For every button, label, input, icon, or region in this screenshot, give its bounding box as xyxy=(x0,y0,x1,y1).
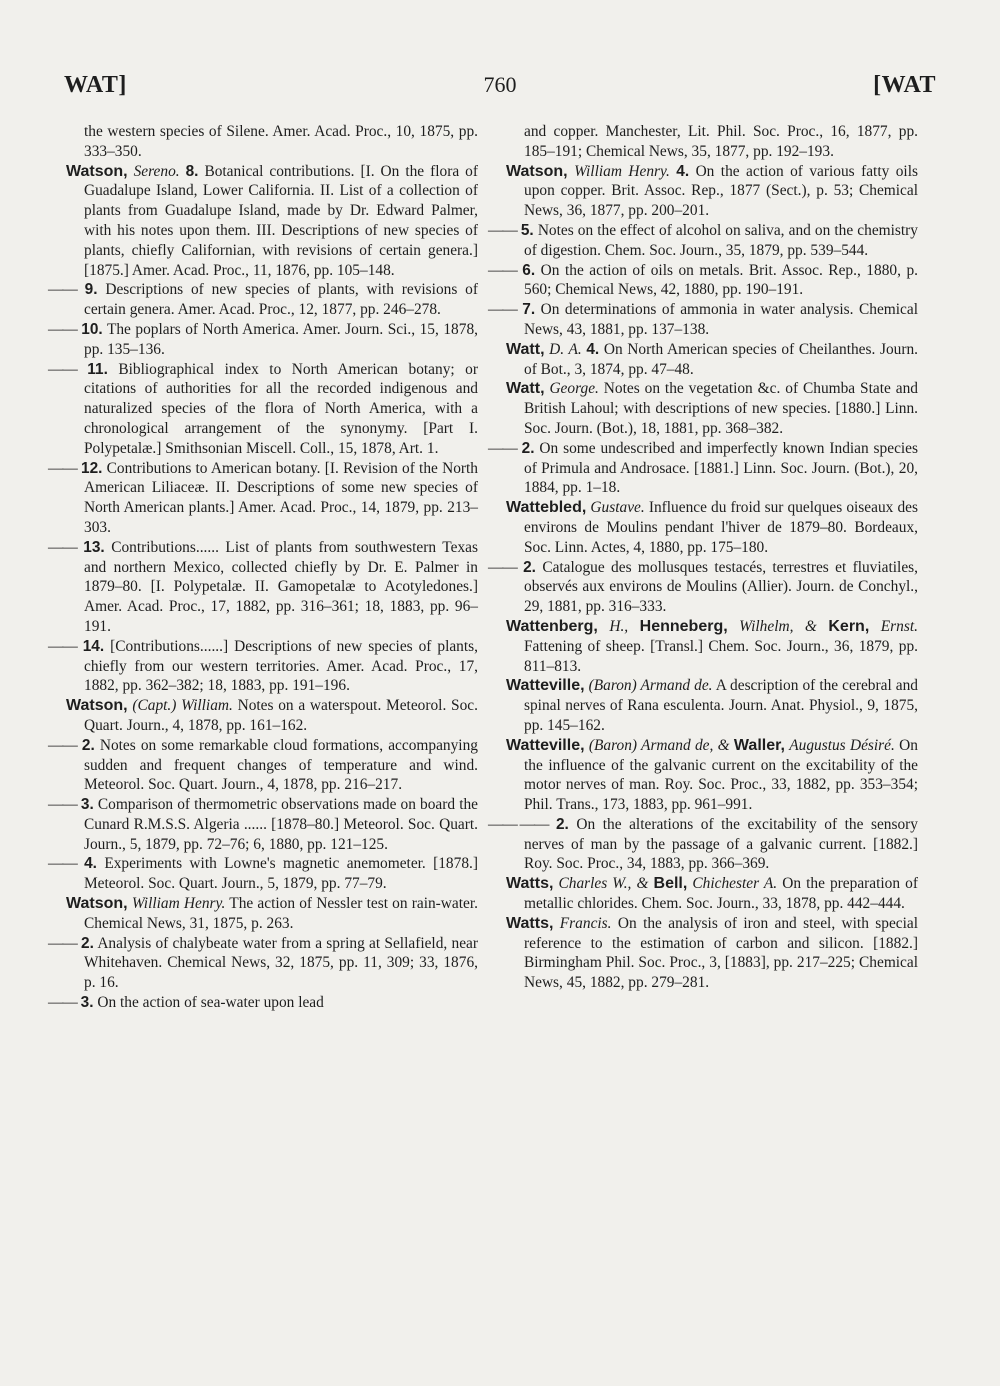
author-given-name: William Henry. xyxy=(131,895,226,913)
bibliography-entry xyxy=(48,934,478,993)
repeat-author-dash: —— xyxy=(488,439,517,457)
author-given-name: Wilhelm, & xyxy=(739,617,817,635)
entry-text: Contributions...... List of plants from southwestern Texas and northern Mexico, collected chiefly by Dr. E. Palmer in 1879–80. [I. Polypetalæ. II. Gamopetalæ to Acotyledones.] Amer. Acad. Proc., 17, 1882, pp. 316–361; 18, 1883, pp. 96–191. xyxy=(84,538,478,635)
repeat-author-dash: —— xyxy=(488,558,517,576)
author-surname: Watts, xyxy=(506,914,554,932)
page-number: 760 xyxy=(483,72,517,97)
entry-text: and copper. Manchester, Lit. Phil. Soc. Proc., 16, 1877, pp. 185–191; Chemical News, 35, 1877, pp. 192–193. xyxy=(524,123,918,160)
bibliography-entry xyxy=(66,894,478,934)
author-given-name: (Baron) Armand de, & xyxy=(588,736,730,754)
entry-text: Influence du froid sur quelques oiseaux des environs de Moulins pendant l'hiver de 1879–80. Bordeaux, Soc. Linn. Actes, 4, 1880, pp. 175–180. xyxy=(524,499,918,556)
entry-text: Notes on some remarkable cloud formations, accompanying sudden and frequent changes of temperature and wind. Meteorol. Soc. Quart. Journ., 4, 1878, pp. 216–217. xyxy=(84,736,478,794)
entry-number: 2. xyxy=(523,558,536,576)
entry-text: Fattening of sheep. [Transl.] Chem. Soc. Journ., 36, 1879, pp. 811–813. xyxy=(524,637,918,675)
entry-text: Contributions to American botany. [I. Revision of the North American Liliaceæ. II. Descriptions of some new species of North American plants.] Amer. Acad. Proc., 14, 1879, pp. 213–303. xyxy=(84,459,478,536)
bibliography-entry xyxy=(48,795,478,854)
author-given-name: Sereno. xyxy=(133,162,180,180)
entry-number: 8. xyxy=(185,162,199,180)
author-surname: Watson, xyxy=(506,162,568,180)
repeat-author-dash: —— xyxy=(488,301,517,319)
entry-text: [Contributions......] Descriptions of new species of plants, chiefly from our western territories. Amer. Acad. Proc., 17, 1882, pp. 362–382; 18, 1883, pp. 191–196. xyxy=(84,637,478,695)
repeat-author-dash: —— xyxy=(48,637,77,655)
repeat-author-dash: —— xyxy=(48,736,77,754)
author-surname: Henneberg, xyxy=(639,617,728,635)
bibliography-entry xyxy=(506,874,918,914)
author-given-name: (Capt.) William. xyxy=(132,697,233,715)
entry-number: 7. xyxy=(522,301,536,319)
entry-text: the western species of Silene. Amer. Acad. Proc., 10, 1875, pp. 333–350. xyxy=(84,123,478,160)
bibliography-entry xyxy=(48,320,478,360)
repeat-author-dash: —— xyxy=(48,855,77,873)
repeat-author-dash: —— xyxy=(48,320,77,338)
entry-text: On the alterations of the excitability of the sensory nerves of man by the passage of a galvanic current. [1882.] Roy. Soc. Proc., 34, 1883, pp. 366–369. xyxy=(524,815,919,873)
entry-text: On the action of oils on metals. Brit. Assoc. Rep., 1880, p. 560; Chemical News, 42, 1880, pp. 190–191. xyxy=(524,261,918,299)
entry-number: 6. xyxy=(522,261,536,279)
left-column xyxy=(48,122,478,1013)
author-surname: Bell, xyxy=(653,875,688,893)
author-surname: Watt, xyxy=(506,340,545,358)
author-given-name: Francis. xyxy=(559,914,612,932)
entry-text: Descriptions of new species of plants, with revisions of certain genera. Amer. Acad. Proc., 12, 1877, pp. 246–278. xyxy=(84,281,478,319)
author-given-name: William Henry. xyxy=(574,162,670,180)
bibliography-entry xyxy=(506,617,918,676)
repeat-author-dash: —— xyxy=(48,281,77,299)
entry-text: On North American species of Cheilanthes. Journ. of Bot., 3, 1874, pp. 47–48. xyxy=(524,340,919,378)
repeat-author-dash: —— xyxy=(48,994,77,1012)
entry-text: Experiments with Lowne's magnetic anemometer. [1878.] Meteorol. Soc. Quart. Journ., 5, 1879, pp. 77–79. xyxy=(84,855,478,893)
bibliography-entry xyxy=(48,736,478,795)
bibliography-entry xyxy=(48,459,478,538)
bibliography-entry xyxy=(48,854,478,894)
entry-text: Notes on the effect of alcohol on saliva, and on the chemistry of digestion. Chem. Soc. Journ., 35, 1879, pp. 539–544. xyxy=(524,221,918,259)
bibliography-entry xyxy=(48,538,478,637)
repeat-author-dash: —— xyxy=(48,934,77,952)
bibliography-entry xyxy=(488,221,918,261)
entry-text: Bibliographical index to North American botany; or citations of authorities for all the recorded indigenous and naturalized species of the flora of North America, with a chronological arrangement of the synonymy. [Part I. Polypetalæ.] Smithsonian Miscell. Coll., 15, 1878, Art. 1. xyxy=(84,360,478,457)
entry-number: 12. xyxy=(81,459,103,477)
entry-text: A description of the cerebral and spinal nerves of Rana esculenta. Journ. Anat. Physiol., 9, 1875, pp. 145–162. xyxy=(524,677,918,734)
author-surname: Waller, xyxy=(733,736,785,754)
entry-number: 3. xyxy=(80,994,94,1012)
author-surname: Wattebled, xyxy=(506,499,587,517)
entry-continuation xyxy=(66,122,478,162)
entry-text: Catalogue des mollusques testacés, terrestres et fluviatiles, observés aux environs de Moulins (Allier). Journ. de Conchyl., 29, 1881, pp. 316–333. xyxy=(524,558,918,616)
entry-number: 2. xyxy=(521,439,535,457)
repeat-author-dash: —— xyxy=(48,538,77,556)
author-surname: Watts, xyxy=(506,875,554,893)
entry-text: On the analysis of iron and steel, with special reference to the estimation of carbon and silicon. [1882.] Birmingham Phil. Soc. Proc., 3, [1883], pp. 217–225; Chemical News, 45, 1882, pp. 279–281. xyxy=(524,914,918,992)
entry-text: On the action of various fatty oils upon copper. Brit. Assoc. Rep., 1877 (Sect.), p. 53; Chemical News, 36, 1877, pp. 200–201. xyxy=(524,162,918,220)
entry-text: On determinations of ammonia in water analysis. Chemical News, 43, 1881, pp. 137–138. xyxy=(524,301,918,338)
author-given-name: Ernst. xyxy=(880,617,918,635)
running-head-left: WAT] xyxy=(64,72,127,98)
repeat-author-dash: —— xyxy=(48,796,77,814)
entry-text: On the influence of the galvanic current on the excitability of the motor nerves of man. Roy. Soc. Proc., 33, 1882, pp. 353–354; Phil. Trans., 173, 1883, pp. 961–991. xyxy=(524,736,918,814)
bibliography-entry xyxy=(506,340,918,380)
author-given-name: Augustus Désiré. xyxy=(789,736,895,754)
author-given-name: (Baron) Armand de. xyxy=(588,677,713,695)
author-given-name: H., xyxy=(609,617,629,635)
bibliography-entry xyxy=(506,914,918,993)
bibliography-entry xyxy=(506,736,918,815)
bibliography-entry xyxy=(488,815,919,874)
entry-number: 4. xyxy=(676,162,690,180)
bibliography-entry xyxy=(488,261,918,301)
bibliography-entry xyxy=(488,439,919,498)
author-surname: Kern, xyxy=(828,617,870,635)
right-column xyxy=(488,122,919,993)
entry-number: 5. xyxy=(520,221,534,239)
entry-number: 9. xyxy=(84,281,98,299)
bibliography-entry xyxy=(506,379,918,438)
running-head-right: [WAT xyxy=(873,72,936,98)
author-given-name: D. A. xyxy=(549,340,582,358)
bibliography-entry xyxy=(48,280,478,320)
entry-continuation xyxy=(506,122,918,162)
bibliography-entry xyxy=(506,676,918,735)
entry-number: 11. xyxy=(87,360,108,378)
author-surname: Watt, xyxy=(506,380,545,398)
entry-text: Comparison of thermometric observations made on board the Cunard R.M.S.S. Algeria ...... [1878–80.] Meteorol. Soc. Quart. Journ., 5, 1879, pp. 72–76; 6, 1880, pp. 121–125. xyxy=(84,796,478,853)
entry-text: On the action of sea-water upon lead xyxy=(97,994,324,1012)
entry-number: 4. xyxy=(586,340,600,358)
author-given-name: Charles W., & xyxy=(558,875,649,893)
entry-text: Notes on the vegetation &c. of Chumba State and British Lahoul; with descriptions of new species. [1880.] Linn. Soc. Journ. (Bot.), 18, 1881, pp. 368–382. xyxy=(524,380,918,437)
entry-text: Analysis of chalybeate water from a spring at Sellafield, near Whitehaven. Chemical News, 32, 1875, pp. 11, 309; 33, 1876, p. 16. xyxy=(84,934,478,992)
entry-number: 4. xyxy=(84,855,97,873)
bibliography-entry xyxy=(488,558,918,617)
page-header xyxy=(64,72,936,112)
bibliography-entry xyxy=(506,498,918,557)
author-surname: Watson, xyxy=(66,162,128,180)
author-given-name: Gustave. xyxy=(590,499,645,517)
entry-number: 3. xyxy=(80,796,94,814)
entry-text: Notes on a waterspout. Meteorol. Soc. Quart. Journ., 4, 1878, pp. 161–162. xyxy=(84,697,478,734)
entry-text: The action of Nessler test on rain-water. Chemical News, 31, 1875, p. 263. xyxy=(84,895,478,932)
bibliography-entry xyxy=(66,162,478,281)
repeat-author-dash: —— xyxy=(48,360,77,378)
bibliography-entry xyxy=(488,300,918,340)
entry-number: 2. xyxy=(81,736,95,754)
repeat-author-dash: —— xyxy=(48,459,77,477)
entry-text: On some undescribed and imperfectly known Indian species of Primula and Androsace. [1881.] Linn. Soc. Journ. (Bot.), 20, 1884, pp. 1–18. xyxy=(524,439,919,497)
entry-number: 13. xyxy=(83,538,105,556)
author-surname: Watteville, xyxy=(506,736,585,754)
author-surname: Wattenberg, xyxy=(506,617,598,635)
entry-number: 2. xyxy=(81,934,94,952)
entry-number: 2. xyxy=(555,815,569,833)
entry-text: On the preparation of metallic chlorides. Chem. Soc. Journ., 33, 1878, pp. 442–444. xyxy=(524,875,918,913)
entry-text: The poplars of North America. Amer. Journ. Sci., 15, 1878, pp. 135–136. xyxy=(84,320,478,358)
bibliography-entry xyxy=(66,696,478,736)
repeat-author-dash: —— xyxy=(488,221,517,239)
bibliography-entry xyxy=(506,162,918,221)
bibliography-entry xyxy=(48,993,478,1013)
author-surname: Watson, xyxy=(66,895,128,913)
author-given-name: Chichester A. xyxy=(692,875,778,893)
author-surname: Watteville, xyxy=(506,677,585,695)
bibliography-entry xyxy=(48,637,478,696)
repeat-author-dash: —— —— xyxy=(488,815,549,833)
author-surname: Watson, xyxy=(66,697,128,715)
entry-text: Botanical contributions. [I. On the flora of Guadalupe Island, Lower California. II. List of a collection of plants from Guadalupe Island, made by Dr. Edward Palmer, with his notes upon them. III. Descriptions of new species of plants, chiefly Californian, with revisions of certain genera.] [1875.] Amer. Acad. Proc., 11, 1876, pp. 105–148. xyxy=(84,162,478,279)
author-given-name: George. xyxy=(549,380,599,398)
entry-number: 10. xyxy=(81,320,103,338)
bibliography-entry xyxy=(48,360,478,459)
entry-number: 14. xyxy=(82,637,105,655)
repeat-author-dash: —— xyxy=(488,261,517,279)
